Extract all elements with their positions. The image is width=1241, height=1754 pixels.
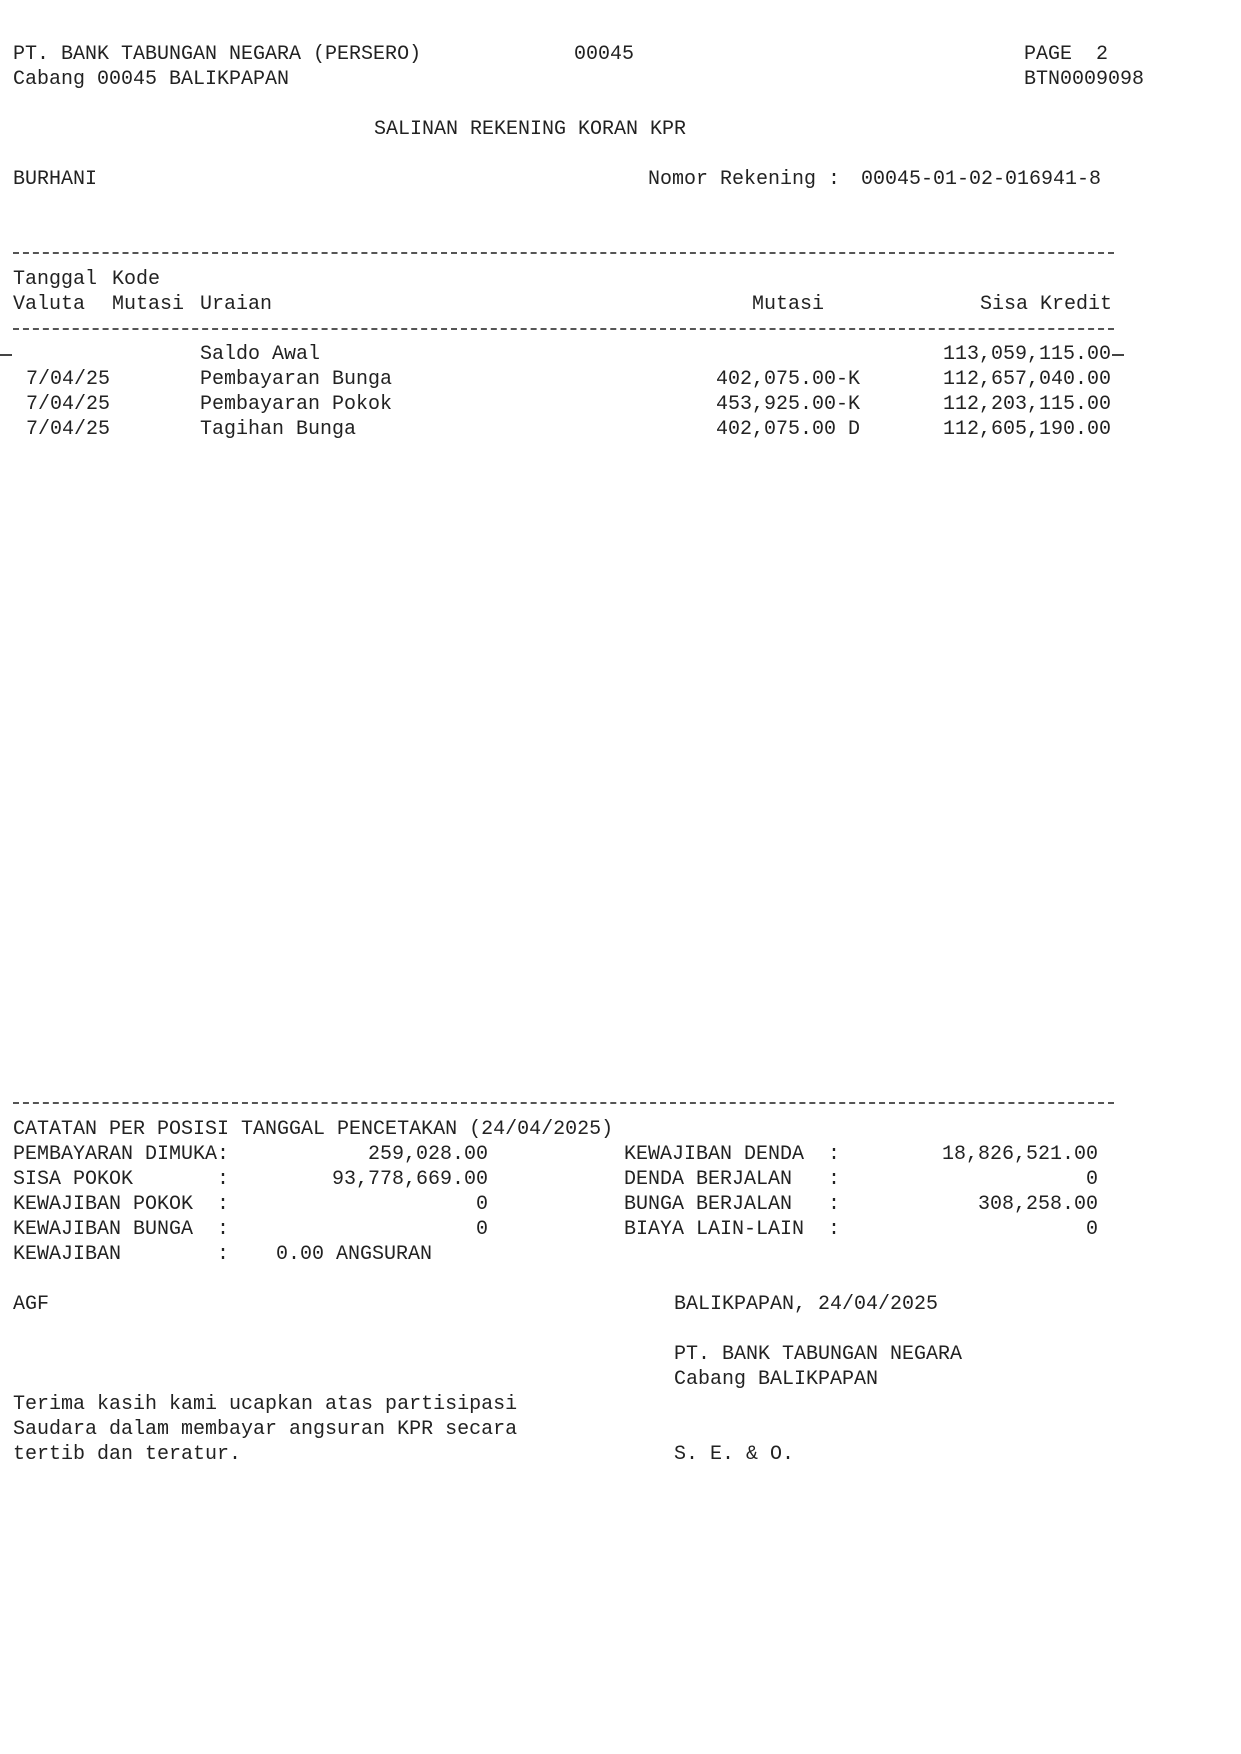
notes-value: 0: [1085, 1218, 1098, 1241]
row-mutasi: 402,075.00-K: [715, 368, 860, 391]
notes-label: KEWAJIBAN :: [13, 1243, 230, 1266]
table-row: [13, 342, 1113, 367]
table-row: [13, 367, 1113, 392]
notes-title: CATATAN PER POSISI TANGGAL PENCETAKAN (24/04/2025): [13, 1118, 614, 1141]
row-mutasi: 402,075.00 D: [715, 418, 860, 441]
column-header-valuta: Valuta: [13, 293, 86, 316]
column-header-sisa-kredit: Sisa Kredit: [979, 293, 1112, 316]
thanks-line: Terima kasih kami ucapkan atas partisipasi: [13, 1393, 518, 1416]
divider: [13, 252, 1114, 254]
row-sisa-kredit: 113,059,115.00: [942, 343, 1111, 366]
margin-mark: [0, 354, 12, 356]
notes-label: SISA POKOK :: [13, 1168, 230, 1191]
page-number: PAGE 2: [1024, 43, 1109, 66]
signatory-bank: PT. BANK TABUNGAN NEGARA: [674, 1343, 963, 1366]
row-description: Tagihan Bunga: [200, 418, 357, 441]
divider: [13, 1102, 1114, 1104]
thanks-line: Saudara dalam membayar angsuran KPR secara: [13, 1418, 518, 1441]
notes-value: 259,028.00: [367, 1143, 488, 1166]
row-description: Pembayaran Pokok: [200, 393, 393, 416]
column-header-tanggal: Tanggal: [13, 268, 98, 291]
customer-name: BURHANI: [13, 168, 98, 191]
place-date: BALIKPAPAN, 24/04/2025: [674, 1293, 939, 1316]
row-sisa-kredit: 112,203,115.00: [942, 393, 1111, 416]
notes-value: 0.00 ANGSURAN: [276, 1243, 433, 1266]
notes-value: 0: [1085, 1168, 1098, 1191]
signatory-branch: Cabang BALIKPAPAN: [674, 1368, 879, 1391]
seo-note: S. E. & O.: [674, 1443, 795, 1466]
notes-label: KEWAJIBAN POKOK :: [13, 1193, 230, 1216]
notes-label: BIAYA LAIN-LAIN :: [624, 1218, 841, 1241]
margin-mark: [1112, 354, 1124, 356]
notes-label: PEMBAYARAN DIMUKA:: [13, 1143, 230, 1166]
row-date: 7/04/25: [26, 393, 111, 416]
table-row: [13, 392, 1113, 417]
row-description: Saldo Awal: [200, 343, 321, 366]
notes-label: BUNGA BERJALAN :: [624, 1193, 841, 1216]
notes-label: KEWAJIBAN DENDA :: [624, 1143, 841, 1166]
table-row: [13, 417, 1113, 442]
account-number: 00045-01-02-016941-8: [861, 168, 1102, 191]
notes-value: 308,258.00: [977, 1193, 1098, 1216]
notes-value: 0: [475, 1193, 488, 1216]
notes-label: KEWAJIBAN BUNGA :: [13, 1218, 230, 1241]
row-date: 7/04/25: [26, 368, 111, 391]
row-date: 7/04/25: [26, 418, 111, 441]
row-sisa-kredit: 112,657,040.00: [942, 368, 1111, 391]
notes-value: 18,826,521.00: [941, 1143, 1098, 1166]
document-code: BTN0009098: [1024, 68, 1145, 91]
notes-value: 93,778,669.00: [331, 1168, 488, 1191]
notes-label: DENDA BERJALAN :: [624, 1168, 841, 1191]
row-mutasi: 453,925.00-K: [715, 393, 860, 416]
statement-title: SALINAN REKENING KORAN KPR: [374, 118, 687, 141]
row-sisa-kredit: 112,605,190.00: [942, 418, 1111, 441]
notes-value: 0: [475, 1218, 488, 1241]
column-header-kode: Kode: [112, 268, 161, 291]
column-header-mutasi: Mutasi: [751, 293, 824, 316]
branch-code: 00045: [574, 43, 635, 66]
column-header-mutasi-code: Mutasi: [112, 293, 185, 316]
account-number-label: Nomor Rekening :: [648, 168, 841, 191]
thanks-line: tertib dan teratur.: [13, 1443, 242, 1466]
branch-name: Cabang 00045 BALIKPAPAN: [13, 68, 290, 91]
officer-initials: AGF: [13, 1293, 50, 1316]
bank-name: PT. BANK TABUNGAN NEGARA (PERSERO): [13, 43, 422, 66]
row-description: Pembayaran Bunga: [200, 368, 393, 391]
column-header-uraian: Uraian: [200, 293, 273, 316]
divider: [13, 328, 1114, 330]
